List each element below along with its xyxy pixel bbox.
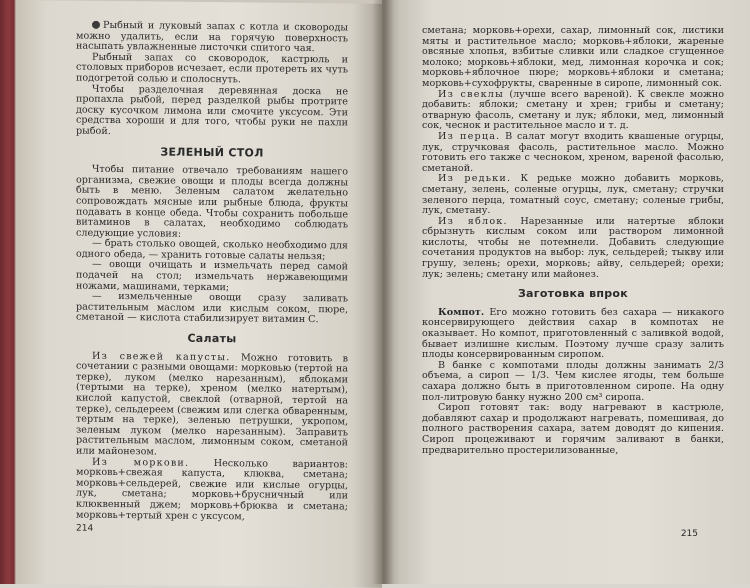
lead-radish: Из редьки. (438, 173, 512, 185)
section-title-salads: Салаты (187, 331, 237, 346)
book-spine-gutter (372, 0, 394, 584)
page-number-left: 214 (76, 524, 94, 535)
paragraph-cabbage: Из свежей капусты. Можно готовить в сочетании с разными овощами: морковью (тертой на терке), луком (мелко нарезанным), яблоками (тертыми на терке), хреном (мелко натертым), кислой капустой, свеклой (отварной, тертой на терке), сельдереем (свежим или слегка обваренным, тертым на терке), зеленью петрушки, укропом, зеленым луком (мелко нарезанным). Заправить растительным маслом, лимонным соком, сметаной или майонезом. (76, 350, 348, 458)
paragraph-apple: Из яблок. Нарезанные или натертые яблоки сбрызнуть кислым соком или раствором лимонной кислоты, чтобы не потемнели. Добавить следующие сочетания продуктов на выбор: лук, сельдерей; тыкву или грушу, зелень; орехи, морковь; айву, сельдерей; орехи; лук; зелень; сметану или майонез. (422, 215, 724, 280)
paragraph: — овощи очищать и измельчать перед самой подачей на стол; измельчать нержавеющими ножами, машинами, терками; (76, 259, 348, 293)
paragraph-jar: В банке с компотами плоды должны занимать 2/3 объема, а сироп — 1/3. Чем кислее ягоды, тем больше сахара должно быть в приготовленном сиропе. На одну пол-литровую банку нужно 200 см³ сиропа. (422, 359, 724, 403)
paragraph-carrot: Из моркови. Несколько вариантов: морковь+свежая капуста, клюква, сметана; морковь+сельдерей, свежие или кислые огурцы, лук, сметана; морковь+брусничный или клюквенный джем; морковь+брюква и сметана; морковь+тертый хрен с уксусом, (76, 456, 348, 522)
lead-beet: Из свеклы (438, 88, 504, 100)
paragraph-syrup: Сироп готовят так: воду нагревают в кастрюле, добавляют сахар и продолжают нагревать, помешивая, до полного растворения сахара, затем доводят до кипения. Сироп процеживают и горячим заливают в банки, предварительно простерилизованные, (422, 402, 724, 456)
lead-cabbage: Из свежей капусты. (92, 350, 231, 363)
bullet-icon (92, 21, 100, 29)
right-page (382, 0, 750, 584)
section-title-preserving: Заготовка впрок (517, 287, 629, 301)
lead-pepper: Из перца. (438, 130, 501, 142)
paragraph-pepper: Из перца. В салат могут входить квашеные огурцы, лук, стручковая фасоль, растительное масло. Можно готовить его также с чесноком, хреном, вареной фасолью, сметаной. (422, 130, 724, 174)
paragraph-beet: Из свеклы (лучше всего вареной). К свекле можно добавить: яблоки; сметану и хрен; грибы и сметану; отварную фасоль, сметану и лук; яблоки, мед, лимонный сок, чеснок и растительное масло и т. д. (422, 88, 724, 132)
paragraph: — брать столько овощей, сколько необходимо для одного обеда, — хранить готовые салаты нельзя; (76, 238, 348, 263)
paragraph: — измельченные овощи сразу заливать растительным маслом или кислым соком, пюре, сметаной — кислота стабилизирует витамин С. (76, 291, 348, 326)
left-page (18, 0, 382, 588)
lead-apple: Из яблок. (438, 215, 508, 227)
paragraph-continued: сметана; морковь+орехи, сахар, лимонный сок, листики мяты и растительное масло; морковь+яблоки, жареные овсяные хлопья, взбитые сливки или сладкое сгущенное молоко; морковь+яблоки, мед, лимонная корочка и сок; морковь+яблочное пюре; морковь+яблоки и сметана; морковь+сухофрукты, сваренные в сиропе, лимонный сок. (422, 25, 724, 89)
paragraph: Чтобы разделочная деревянная доска не пропахла рыбой, перед разделкой рыбы протрите доску кусочком лимона или смочите уксусом. Эти средства хороши и для того, чтобы руки не пахли рыбой. (76, 83, 348, 137)
paragraph-compote: Компот. Его можно готовить без сахара — никакого консервирующего действия сахар в компотах не оказывает. Но компот, приготовленный с заливкой водой, бывает излишне кислым. Поэтому лучше сразу залить плоды консервированным сиропом. (422, 306, 724, 361)
paragraph: Рыбный и луковый запах с котла и сковороды можно удалить, если на горячую поверхность насыпать увлажненные листочки спитого чая. (76, 19, 348, 55)
page-number-right: 215 (680, 529, 698, 540)
lead-compote: Компот. (438, 306, 485, 318)
lead-carrot: Из моркови. (92, 456, 190, 469)
section-title-green-table: ЗЕЛЕНЫЙ СТОЛ (160, 145, 264, 160)
paragraph: Чтобы питание отвечало требованиям нашего организма, свежие овощи и плоды всегда должны быть в меню. Зеленым салатом желательно сопровождать мясные или рыбные блюда, фрукты подавать в конце обеда. Чтобы сохранить побольше витаминов в салатах, необходимо соблюдать следующие условия: (76, 163, 348, 240)
paragraph: Рыбный запах со сковородок, кастрюль и столовых приборов исчезает, если протереть их чуть подогретой солью и сполоснуть. (76, 51, 348, 86)
paragraph-radish: Из редьки. К редьке можно добавить морковь, сметану, зелень, соленые огурцы, лук, сметану; стручки зеленого перца, томатный соус, сметану; соленые грибы, лук, сметану. (422, 173, 724, 217)
